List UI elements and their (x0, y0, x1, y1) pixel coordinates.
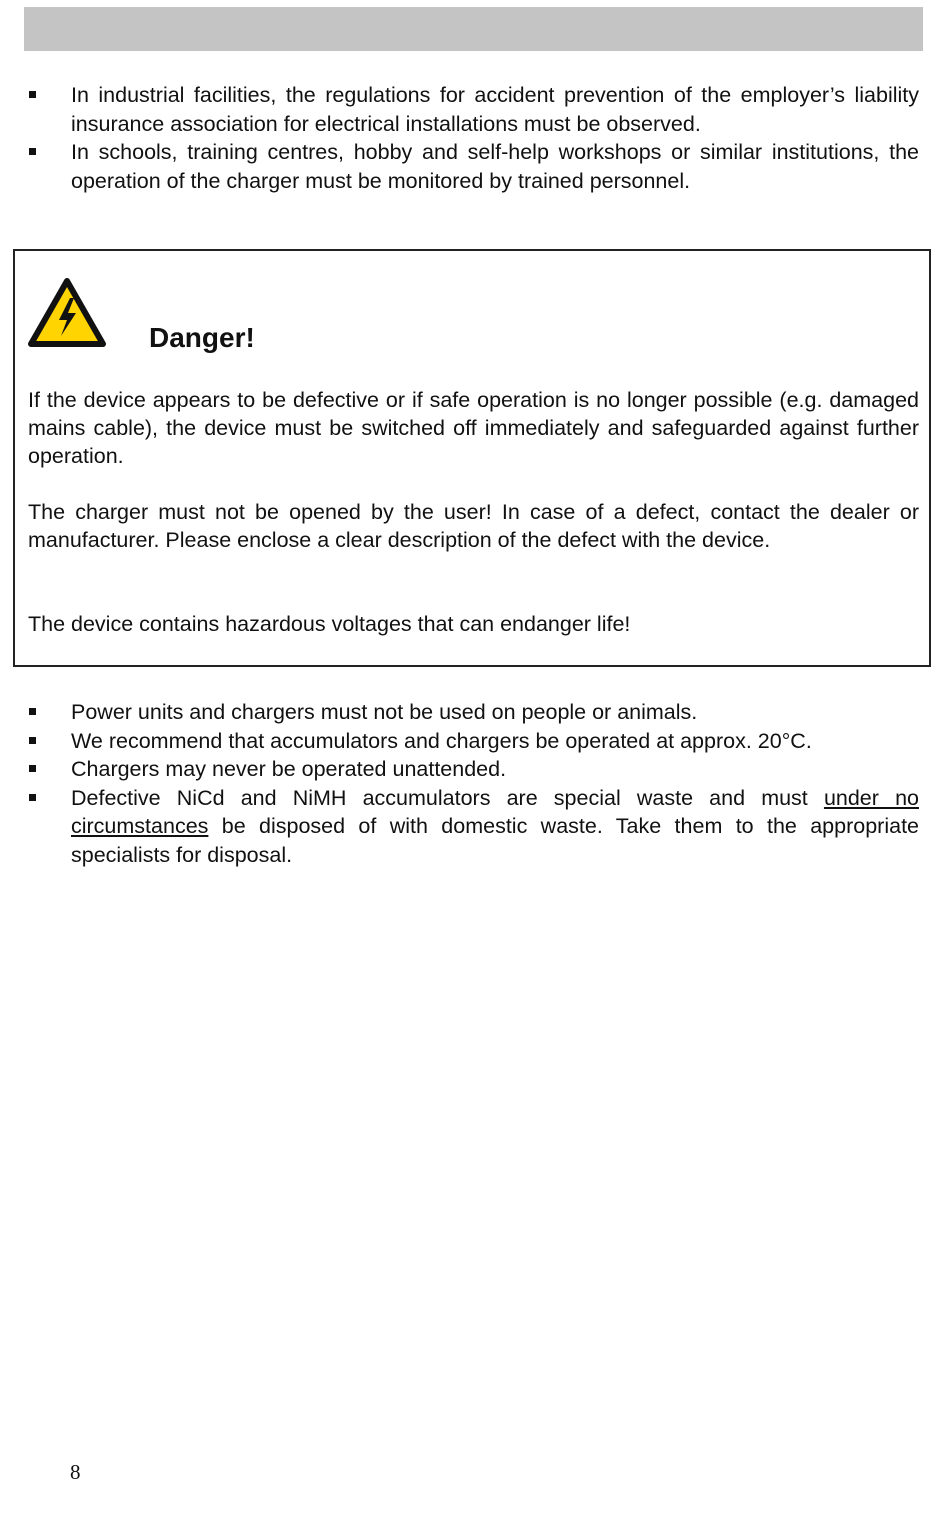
safety-bullet-list-top (28, 81, 919, 195)
bullet-text: Power units and chargers must not be used on people or animals. (71, 700, 698, 724)
bullet-text: We recommend that accumulators and chargers be operated at approx. 20°C. (71, 728, 812, 753)
bullet-text: Chargers may never be operated unattended. (71, 757, 507, 781)
high-voltage-warning-icon (28, 278, 106, 348)
header-bar (24, 7, 923, 51)
bullet-text: In industrial facilities, the regulations for accident prevention of the employer’s liability insurance association for electrical installations must be observed. (71, 83, 919, 136)
square-bullet-icon (29, 91, 36, 98)
danger-warning-box (13, 249, 931, 667)
underlined-emphasis: under no circumstances (71, 785, 919, 838)
square-bullet-icon (29, 765, 36, 772)
danger-paragraph-do-not-open: The charger must not be opened by the user! In case of a defect, contact the dealer or manufacturer. Please enclose a clear description of the defect with the device. (28, 500, 919, 552)
bullet-item-people-animals (28, 698, 919, 727)
danger-title: Danger! (149, 322, 255, 353)
bullet-item-disposal (28, 784, 919, 870)
square-bullet-icon (29, 148, 36, 155)
danger-paragraph-defective: If the device appears to be defective or if safe operation is no longer possible (e.g. damaged mains cable), the device must be switched off immediately and safeguarded against further operation. (28, 388, 919, 468)
bullet-item-schools (28, 138, 919, 195)
bullet-item-industrial (28, 81, 919, 138)
danger-paragraph-hazardous-voltage: The device contains hazardous voltages that can endanger life! (28, 612, 631, 636)
bullet-item-temperature (28, 727, 919, 756)
square-bullet-icon (29, 708, 36, 715)
bullet-text: In schools, training centres, hobby and self-help workshops or similar institutions, the operation of the charger must be monitored by trained personnel. (71, 140, 919, 193)
bullet-text-end: be disposed of with domestic waste. Take them to the appropriate specialists for disposal. (71, 814, 919, 867)
safety-bullet-list-bottom (28, 698, 919, 869)
page-number: 8 (70, 1460, 81, 1484)
square-bullet-icon (29, 794, 36, 801)
bullet-item-unattended (28, 755, 919, 784)
bullet-text-start: Defective NiCd and NiMH accumulators are special waste and must (71, 785, 824, 810)
square-bullet-icon (29, 737, 36, 744)
